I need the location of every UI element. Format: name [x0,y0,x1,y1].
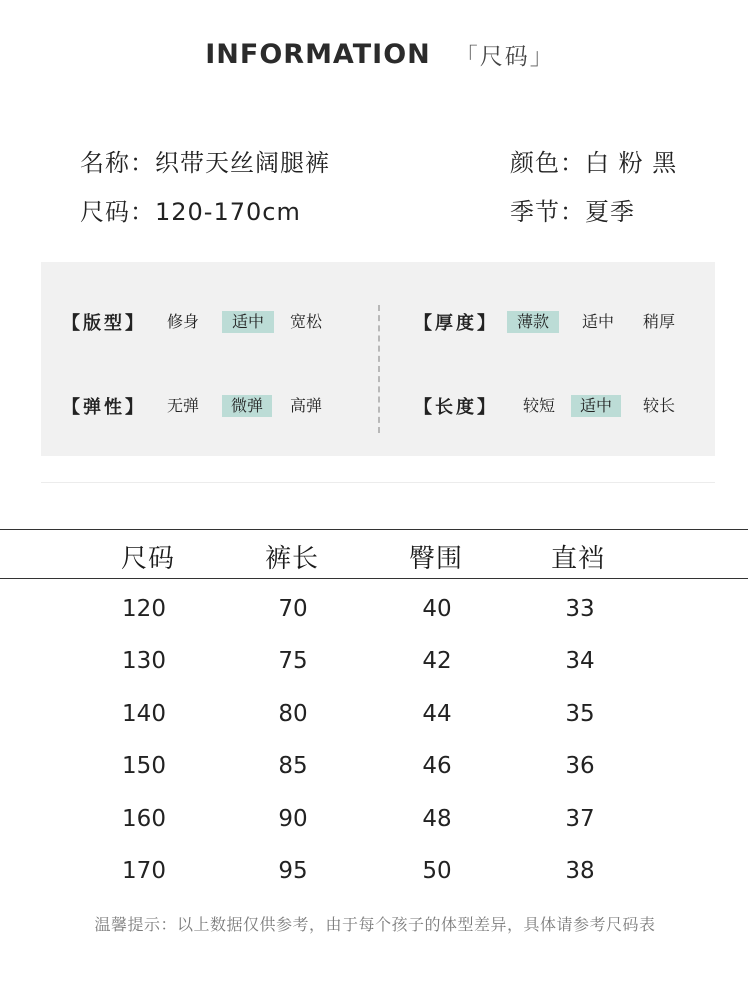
footnote: 温馨提示：以上数据仅供参考，由于每个孩子的体型差异，具体请参考尺码表 [94,915,656,934]
table-cell: 40 [422,596,452,622]
fit-label: 【版型】 [62,313,146,334]
table-cell: 48 [422,806,452,832]
fit-option-slim: 修身 [166,312,199,331]
product-colors: 颜色：白 粉 黑 [510,149,678,177]
table-cell: 33 [565,596,595,622]
table-cell: 34 [565,648,595,674]
thickness-option-thick: 稍厚 [642,312,675,331]
thickness-option-thin: 薄款 [507,311,559,333]
bracket-close: 」 [529,43,555,70]
table-cell: 42 [422,648,452,674]
page-title: INFORMATION [205,38,431,70]
page-header [0,30,750,78]
table-cell: 35 [565,701,595,727]
page-subtitle [455,38,555,71]
table-cell: 38 [565,858,595,884]
elasticity-option-high: 高弹 [289,396,322,415]
elasticity-option-none: 无弹 [166,396,199,415]
table-cell: 46 [422,753,452,779]
table-cell: 170 [122,858,166,884]
length-option-long: 较长 [642,396,675,415]
product-season: 季节：夏季 [510,198,635,226]
length-option-short: 较短 [522,396,555,415]
length-label: 【长度】 [414,397,498,418]
table-cell: 44 [422,701,452,727]
table-cell: 95 [278,858,308,884]
fit-option-regular: 适中 [222,311,274,333]
elasticity-label: 【弹性】 [62,397,146,418]
product-size-range: 尺码：120-170cm [80,198,301,226]
table-cell: 140 [122,701,166,727]
subtitle-text: 尺码 [479,43,530,70]
length-option-medium: 适中 [571,395,621,417]
thickness-option-medium: 适中 [581,312,614,331]
table-cell: 150 [122,753,166,779]
thickness-label: 【厚度】 [414,313,498,334]
table-header-pants-length: 裤长 [264,544,319,574]
section-divider [41,482,715,483]
product-name: 名称：织带天丝阔腿裤 [80,149,330,177]
table-cell: 130 [122,648,166,674]
elasticity-option-slight: 微弹 [222,395,272,417]
table-top-rule [0,529,748,530]
table-cell: 37 [565,806,595,832]
table-header-rise: 直裆 [550,544,605,574]
table-header-size: 尺码 [120,544,175,574]
table-cell: 80 [278,701,308,727]
table-cell: 85 [278,753,308,779]
panel-divider [378,305,380,433]
bracket-open: 「 [454,43,480,70]
table-cell: 70 [278,596,308,622]
table-cell: 50 [422,858,452,884]
fit-option-loose: 宽松 [289,312,322,331]
table-cell: 120 [122,596,166,622]
table-header-rule [0,578,748,579]
table-cell: 36 [565,753,595,779]
table-header-hip: 臀围 [408,544,463,574]
table-cell: 90 [278,806,308,832]
table-cell: 160 [122,806,166,832]
table-cell: 75 [278,648,308,674]
